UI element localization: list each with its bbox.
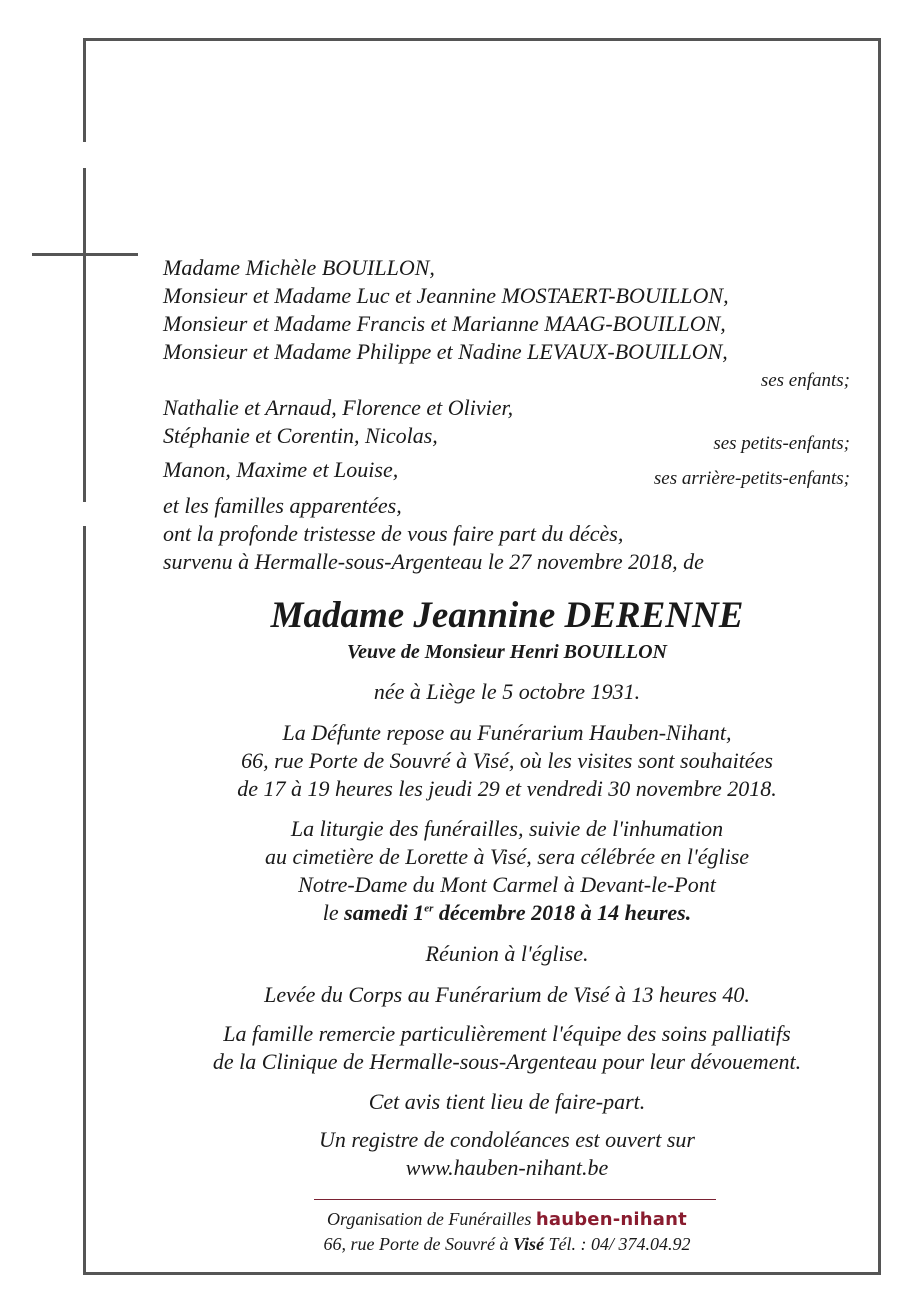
funeral-date-main: samedi 1 — [344, 900, 425, 925]
funeral-date-day — [344, 900, 691, 925]
grandchildren-label: ses petits-enfants; — [713, 433, 850, 454]
funeral-line: Notre-Dame du Mont Carmel à Devant-le-Pont — [298, 872, 716, 897]
family-line: Madame Michèle BOUILLON, — [163, 255, 435, 280]
grandchildren-line: Stéphanie et Corentin, Nicolas, — [163, 423, 438, 448]
birth-info: née à Liège le 5 octobre 1931. — [373, 679, 641, 704]
family-line: Monsieur et Madame Luc et Jeannine MOSTAERT-BOUILLON, — [163, 283, 729, 308]
footer-address — [120, 1232, 894, 1256]
funeral-date — [120, 899, 894, 927]
grandchildren-line: Nathalie et Arnaud, Florence et Olivier, — [163, 395, 514, 420]
deceased-name: Madame Jeannine DERENNE — [270, 595, 744, 636]
meeting-note: Réunion à l'église. — [425, 941, 589, 966]
cross-vertical-middle — [83, 168, 86, 502]
visitation-line: 66, rue Porte de Souvré à Visé, où les visites sont souhaitées — [241, 748, 773, 773]
thanks-line: de la Clinique de Hermalle-sous-Argenteau pour leur dévouement. — [212, 1049, 802, 1074]
announcement-line: ont la profonde tristesse de vous faire part du décès, — [163, 521, 624, 546]
register-website: www.hauben-nihant.be — [405, 1155, 609, 1180]
visitation-line: La Défunte repose au Funérarium Hauben-Nihant, — [282, 720, 732, 745]
register-line: Un registre de condoléances est ouvert sur — [319, 1127, 695, 1152]
great-grandchildren-label: ses arrière-petits-enfants; — [653, 468, 850, 489]
footer-divider — [314, 1199, 716, 1200]
organisation-label: Organisation de Funérailles — [327, 1209, 532, 1229]
cross-horizontal-bar — [32, 253, 138, 256]
frame-left-border — [83, 526, 86, 1275]
funeral-line: au cimetière de Lorette à Visé, sera célébrée en l'église — [264, 844, 750, 869]
frame-bottom-border — [83, 1272, 881, 1275]
visitation-line: de 17 à 19 heures les jeudi 29 et vendredi 30 novembre 2018. — [237, 776, 777, 801]
family-line: Monsieur et Madame Philippe et Nadine LEVAUX-BOUILLON, — [163, 339, 728, 364]
thanks-line: La famille remercie particulièrement l'équipe des soins palliatifs — [223, 1021, 791, 1046]
address-start: 66, rue Porte de Souvré à — [323, 1234, 509, 1254]
address-city: Visé — [512, 1234, 544, 1254]
funeral-line: La liturgie des funérailles, suivie de l'inhumation — [290, 816, 724, 841]
family-line: Monsieur et Madame Francis et Marianne MAAG-BOUILLON, — [163, 311, 726, 336]
widow-of: Veuve de Monsieur Henri BOUILLON — [346, 641, 667, 663]
funeral-date-sup: er — [424, 902, 434, 915]
announcement-line: survenu à Hermalle-sous-Argenteau le 27 novembre 2018, de — [163, 549, 704, 574]
organisation-line — [120, 1207, 894, 1232]
related-families: et les familles apparentées, — [163, 493, 402, 518]
children-label: ses enfants; — [760, 370, 850, 391]
cross-vertical-top — [83, 38, 86, 142]
notice-line: Cet avis tient lieu de faire-part. — [368, 1089, 646, 1114]
funeral-date-prefix: le — [322, 900, 339, 925]
great-grandchildren-line: Manon, Maxime et Louise, — [163, 457, 399, 482]
frame-top-border — [83, 38, 881, 41]
phone-number: Tél. : 04/ 374.04.92 — [548, 1234, 691, 1254]
funeral-date-rest: décembre 2018 à 14 heures. — [438, 900, 692, 925]
levee-note: Levée du Corps au Funérarium de Visé à 13 heures 40. — [264, 982, 750, 1007]
brand-logo: hauben-nihant — [535, 1209, 687, 1230]
